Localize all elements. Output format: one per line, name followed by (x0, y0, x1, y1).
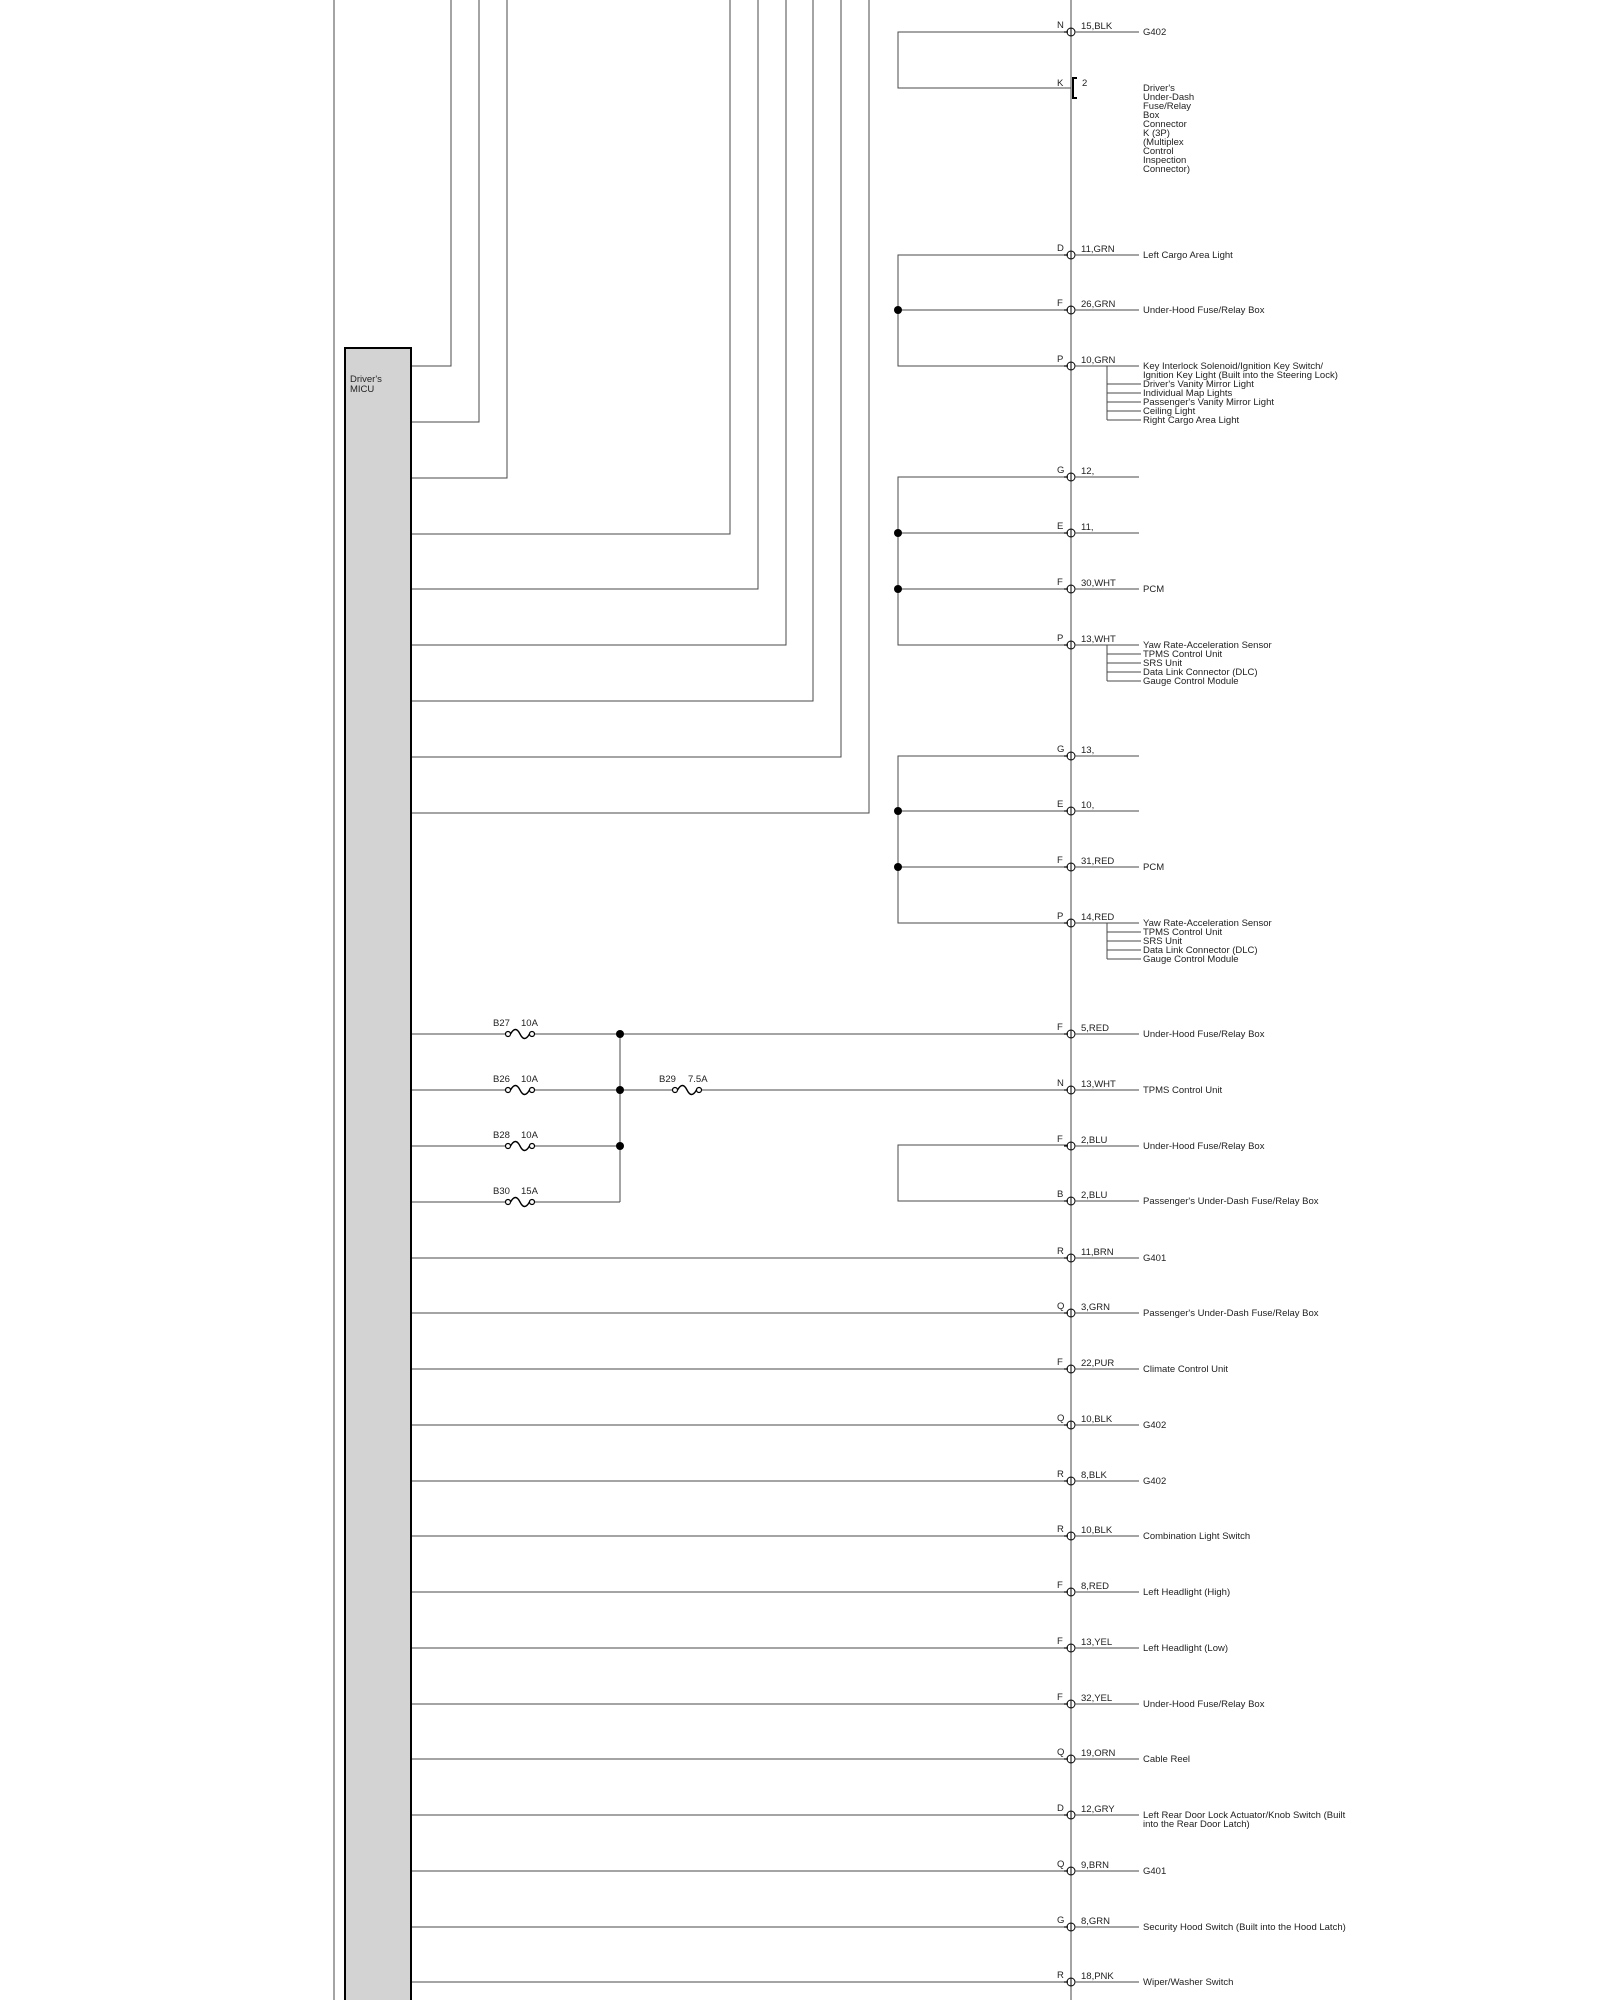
fuse-symbol-icon (511, 1142, 530, 1151)
connector-k-pin: 2 (1082, 78, 1088, 89)
branch-item-label: Data Link Connector (DLC) (1143, 667, 1258, 678)
wire-top-3 (411, 0, 507, 478)
fuse-terminal (530, 1144, 535, 1149)
destination-label: into the Rear Door Latch) (1143, 1819, 1250, 1830)
fuse-terminal (530, 1088, 535, 1093)
destination-label: Under-Hood Fuse/Relay Box (1143, 1699, 1265, 1710)
connector-letter: R (1057, 1246, 1064, 1257)
destination-label: Climate Control Unit (1143, 1364, 1228, 1375)
connector-pin (1057, 1859, 1166, 1877)
fuse-id: B26 (493, 1074, 510, 1085)
pin-wire-label: 22,PUR (1081, 1358, 1115, 1369)
connector-pin (1057, 1747, 1190, 1765)
destination-label: Under-Hood Fuse/Relay Box (1143, 305, 1265, 316)
micu-module (345, 348, 411, 2000)
wire-top-8 (411, 0, 841, 757)
branch-list (1107, 645, 1258, 687)
branch-item-label: Right Cargo Area Light (1143, 415, 1240, 426)
destination-label: Key Interlock Solenoid/Ignition Key Switch/ (1143, 361, 1324, 372)
pin-wire-label: 2,BLU (1081, 1135, 1108, 1146)
pin-wire-label: 8,RED (1081, 1581, 1109, 1592)
fuse-terminal (506, 1088, 511, 1093)
destination-label: Left Headlight (Low) (1143, 1643, 1229, 1654)
wire-top-5 (411, 0, 758, 589)
connector-k-letter: K (1057, 78, 1064, 89)
connector-pin (1057, 20, 1166, 38)
destination-label: Security Hood Switch (Built into the Hood Latch) (1143, 1922, 1346, 1933)
pin-wire-label: 12,GRY (1081, 1804, 1115, 1815)
bracket-wht (898, 477, 1071, 645)
splice-dot (894, 807, 902, 815)
connector-pin (1057, 1357, 1228, 1375)
destination-label: G402 (1143, 1476, 1167, 1487)
destination-label: Under-Hood Fuse/Relay Box (1143, 1141, 1265, 1152)
fuse-id: B30 (493, 1186, 510, 1197)
connector-letter: B (1057, 1189, 1064, 1200)
destination-label: G402 (1143, 1420, 1167, 1431)
destination-label: Combination Light Switch (1143, 1531, 1251, 1542)
wire-top-2 (411, 0, 479, 422)
fuse-rating: 10A (521, 1074, 538, 1085)
connector-k-description: Driver's Under-Dash Fuse/Relay Box Connector K (3P) (Multiplex Control Inspection Connector) (1143, 83, 1195, 175)
connector-pin (1057, 1692, 1265, 1710)
destination-label: PCM (1143, 862, 1165, 873)
fuse-terminal (530, 1200, 535, 1205)
pin-wire-label: 11,GRN (1081, 244, 1115, 255)
pin-wire-label: 8,GRN (1081, 1916, 1111, 1927)
harness-wires (334, 0, 1071, 2000)
connector-letter: R (1057, 1970, 1064, 1981)
fuse-group (493, 1018, 708, 1207)
connector-letter: Q (1057, 1301, 1065, 1312)
destination-label: Passenger's Under-Dash Fuse/Relay Box (1143, 1308, 1319, 1319)
connector-k-bracket (1073, 78, 1077, 98)
pin-wire-label: 18,PNK (1081, 1971, 1114, 1982)
pin-wire-label: 9,BRN (1081, 1860, 1109, 1871)
connector-letter: D (1057, 243, 1064, 254)
fuse-symbol-icon (511, 1086, 530, 1095)
connector-letter: Q (1057, 1859, 1065, 1870)
connector-letter: F (1057, 1692, 1063, 1703)
branch-item-label: Passenger's Vanity Mirror Light (1143, 397, 1274, 408)
splice-dot (894, 529, 902, 537)
bracket-blu (898, 1145, 1071, 1201)
connector-pin (1057, 799, 1139, 815)
connector-pin (1057, 1189, 1319, 1207)
fuse-b26 (493, 1074, 539, 1095)
connector-pin (1057, 1970, 1233, 1988)
connector-pin (1057, 855, 1164, 873)
pin-wire-label: 19,ORN (1081, 1748, 1116, 1759)
pin-wire-label: 32,YEL (1081, 1693, 1113, 1704)
pin-wire-label: 12, (1081, 466, 1095, 477)
fuse-rating: 10A (521, 1018, 538, 1029)
fuse-b29 (659, 1074, 708, 1095)
connector-letter: P (1057, 354, 1064, 365)
connector-pin (1057, 1580, 1230, 1598)
splice-dot (894, 306, 902, 314)
connector-letter: E (1057, 799, 1064, 810)
pin-wire-label: 11, (1081, 522, 1094, 533)
fuse-id: B27 (493, 1018, 510, 1029)
connector-pin (1057, 744, 1139, 760)
connector-letter: F (1057, 1580, 1063, 1591)
connector-pin (1057, 1134, 1265, 1152)
splice-dot (894, 863, 902, 871)
micu-label-line1: Driver's (350, 374, 382, 385)
connector-letter: E (1057, 521, 1064, 532)
destination-label: Left Cargo Area Light (1143, 250, 1233, 261)
destination-label: Left Rear Door Lock Actuator/Knob Switch (Built (1143, 1810, 1346, 1821)
fuse-terminal (506, 1032, 511, 1037)
connector-letter: G (1057, 465, 1065, 476)
destination-label: G402 (1143, 27, 1167, 38)
connector-pin (1057, 1803, 1346, 1830)
connector-letter: F (1057, 855, 1063, 866)
destination-label: Cable Reel (1143, 1754, 1190, 1765)
fuse-id: B28 (493, 1130, 510, 1141)
destination-label: Yaw Rate-Acceleration Sensor (1143, 918, 1272, 929)
branch-item-label: Ceiling Light (1143, 406, 1196, 417)
splice-dot (616, 1086, 624, 1094)
fuse-symbol-icon (511, 1030, 530, 1039)
pin-wire-label: 26,GRN (1081, 299, 1116, 310)
connector-letter: P (1057, 633, 1064, 644)
connector-letter: Q (1057, 1413, 1065, 1424)
destination-label: Ignition Key Light (Built into the Steering Lock) (1143, 370, 1338, 381)
branch-item-label: Gauge Control Module (1143, 676, 1239, 687)
pin-wire-label: 30,WHT (1081, 578, 1116, 589)
branch-item-label: Data Link Connector (DLC) (1143, 945, 1258, 956)
destination-label: Under-Hood Fuse/Relay Box (1143, 1029, 1265, 1040)
micu-body (345, 348, 411, 2000)
pin-wire-label: 13, (1081, 745, 1095, 756)
destination-label: G401 (1143, 1866, 1167, 1877)
pin-wire-label: 14,RED (1081, 912, 1115, 923)
connector-pin (1057, 1469, 1166, 1487)
branch-item-label: SRS Unit (1143, 936, 1183, 947)
bracket-red (898, 756, 1071, 923)
connector-pin (1057, 1246, 1166, 1264)
wire-top-1 (411, 0, 451, 366)
branch-destinations (1107, 366, 1274, 965)
wire-top-7 (411, 0, 813, 701)
pin-wire-label: 10,GRN (1081, 355, 1116, 366)
connector-letter: D (1057, 1803, 1064, 1814)
fuse-id: B29 (659, 1074, 676, 1085)
connector-pins (1057, 20, 1346, 1988)
connector-letter: F (1057, 577, 1063, 588)
connector-letter: F (1057, 1022, 1063, 1033)
pin-wire-label: 10,BLK (1081, 1414, 1113, 1425)
connector-letter: R (1057, 1469, 1064, 1480)
destination-label: PCM (1143, 584, 1165, 595)
connector-pin (1057, 1078, 1223, 1096)
destination-label: Yaw Rate-Acceleration Sensor (1143, 640, 1272, 651)
pin-wire-label: 11,BRN (1081, 1247, 1114, 1258)
connector-letter: F (1057, 1134, 1063, 1145)
destination-label: G401 (1143, 1253, 1167, 1264)
connector-letter: G (1057, 744, 1065, 755)
pin-wire-label: 2,BLU (1081, 1190, 1108, 1201)
fuse-b28 (493, 1130, 539, 1151)
fuse-terminal (530, 1032, 535, 1037)
connector-pin (1057, 1915, 1346, 1933)
destination-label: Wiper/Washer Switch (1143, 1977, 1234, 1988)
branch-item-label: TPMS Control Unit (1143, 649, 1223, 660)
pin-wire-label: 5,RED (1081, 1023, 1109, 1034)
branch-list (1107, 923, 1258, 965)
connector-letter: G (1057, 1915, 1065, 1926)
pin-wire-label: 13,WHT (1081, 634, 1116, 645)
connector-pin (1057, 521, 1139, 537)
branch-item-label: Driver's Vanity Mirror Light (1143, 379, 1254, 390)
connector-letter: Q (1057, 1747, 1065, 1758)
branch-item-label: Individual Map Lights (1143, 388, 1233, 399)
fuse-symbol-icon (511, 1198, 530, 1207)
pin-wire-label: 3,GRN (1081, 1302, 1111, 1313)
connector-pin (1057, 243, 1233, 261)
connector-pin (1057, 354, 1338, 381)
connector-pin (1057, 1636, 1228, 1654)
splice-dot (894, 585, 902, 593)
connector-pin (1057, 1524, 1250, 1542)
fuse-terminal (506, 1200, 511, 1205)
micu-label-line2: MICU (350, 384, 375, 395)
connector-pin (1057, 1301, 1319, 1319)
fuse-rating: 10A (521, 1130, 538, 1141)
pin-wire-label: 13,YEL (1081, 1637, 1113, 1648)
fuse-symbol-icon (678, 1086, 697, 1095)
connector-pin (1057, 1413, 1166, 1431)
connector-letter: R (1057, 1524, 1064, 1535)
connector-letter: F (1057, 298, 1063, 309)
connector-letter: P (1057, 911, 1064, 922)
connector-letter: F (1057, 1636, 1063, 1647)
splice-dot (616, 1142, 624, 1150)
pin-wire-label: 10, (1081, 800, 1095, 811)
branch-item-label: Gauge Control Module (1143, 954, 1239, 965)
fuse-b30 (493, 1186, 539, 1207)
fuse-terminal (673, 1088, 678, 1093)
branch-item-label: SRS Unit (1143, 658, 1183, 669)
splice-points (616, 306, 902, 1150)
pin-wire-label: 31,RED (1081, 856, 1115, 867)
connector-pin (1057, 298, 1265, 316)
connector-letter: F (1057, 1357, 1063, 1368)
destination-label: TPMS Control Unit (1143, 1085, 1223, 1096)
destination-label: Passenger's Under-Dash Fuse/Relay Box (1143, 1196, 1319, 1207)
pin-wire-label: 15,BLK (1081, 21, 1113, 32)
pin-wire-label: 10,BLK (1081, 1525, 1113, 1536)
fuse-terminal (506, 1144, 511, 1149)
fuse-terminal (697, 1088, 702, 1093)
pin-wire-label: 13,WHT (1081, 1079, 1116, 1090)
bracket-n15-k (898, 32, 1071, 88)
destination-label: Left Headlight (High) (1143, 1587, 1231, 1598)
connector-pin (1057, 465, 1139, 481)
fuse-rating: 7.5A (688, 1074, 708, 1085)
connector-letter: N (1057, 20, 1064, 31)
connector-k (1057, 78, 1197, 175)
branch-item-label: TPMS Control Unit (1143, 927, 1223, 938)
pin-wire-label: 8,BLK (1081, 1470, 1107, 1481)
connector-letter: N (1057, 1078, 1064, 1089)
fuse-rating: 15A (521, 1186, 538, 1197)
wire-top-4 (411, 0, 730, 534)
connector-pin (1057, 577, 1164, 595)
wire-top-9 (411, 0, 869, 813)
fuse-b27 (493, 1018, 539, 1039)
connector-pin (1057, 1022, 1265, 1040)
splice-dot (616, 1030, 624, 1038)
